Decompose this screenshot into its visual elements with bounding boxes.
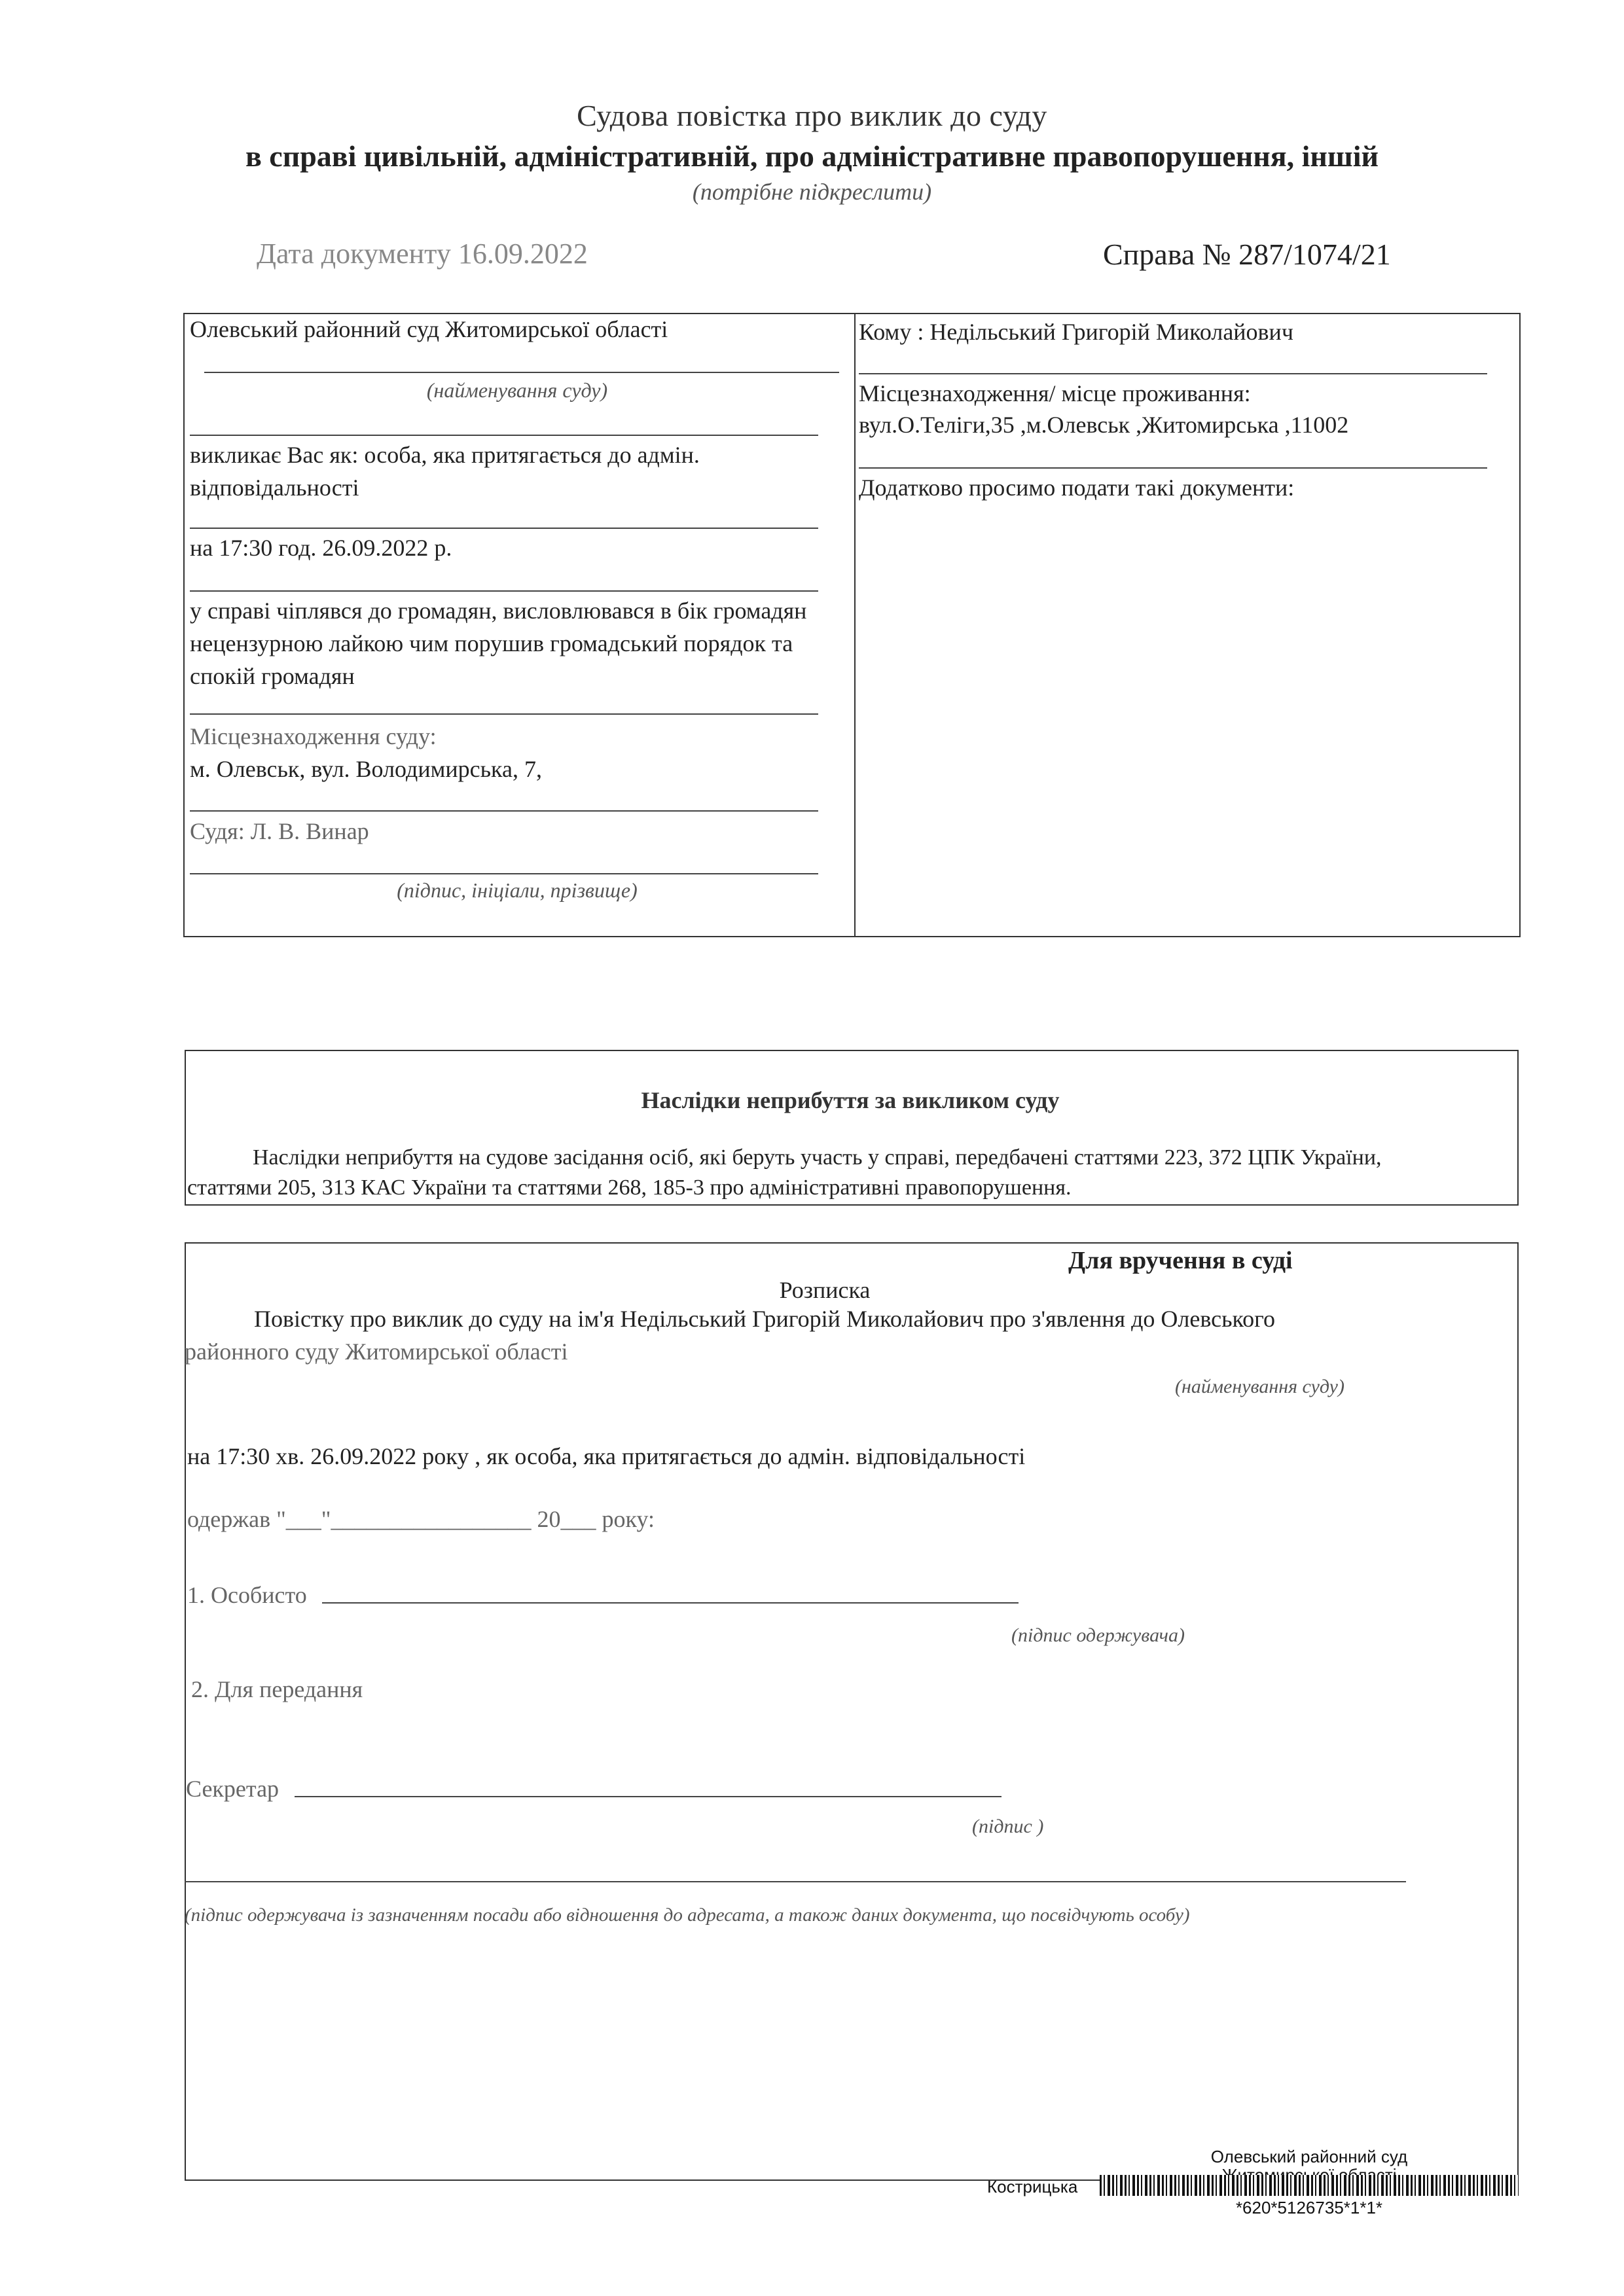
divider [185,1881,1406,1882]
secretary-label: Секретар [186,1776,280,1802]
court-name: Олевський районний суд Житомирської області [190,316,668,342]
divider [190,435,818,436]
recipient-signature-line[interactable] [322,1602,1019,1604]
received-date: одержав "___"_________________ 20___ року: [187,1506,655,1532]
documents-request: Додатково просимо подати такі документи: [859,475,1295,501]
divider [204,372,839,373]
secretary-signature-caption: (підпис ) [972,1816,1044,1837]
recipient-address: вул.О.Теліги,35 ,м.Олевськ ,Житомирська ,11002 [859,412,1349,438]
receipt-text-line2: районного суду Житомирської області [185,1338,568,1365]
judge-caption: (підпис, ініціали, прізвище) [397,878,638,902]
for-court-delivery: Для вручення в суді [1068,1247,1293,1274]
divider [859,467,1487,469]
summons-title: Судова повістка про виклик до суду [577,99,1047,132]
divider [859,373,1487,374]
for-transfer-label: 2. Для передання [191,1676,363,1702]
personally-label: 1. Особисто [187,1582,307,1608]
summons-as: викликає Вас як: особа, яка притягається до адмін. відповідальності [190,442,700,501]
consequences-heading: Наслідки неприбуття за викликом суду [641,1087,1060,1113]
secretary-signature-line[interactable] [295,1796,1001,1797]
recipient-location-label: Місцезнаходження/ місце проживання: [859,380,1251,406]
barcode-number: *620*5126735*1*1* [1235,2198,1383,2217]
divider [190,873,818,874]
divider [190,528,818,529]
receipt-text-line1: Повістку про виклик до суду на ім'я Недільський Григорій Миколайович про з'явлення до Олевського [254,1306,1276,1332]
receipt-title: Розписка [779,1277,871,1303]
barcode [1100,2175,1519,2196]
receipt-footnote: (підпис одержувача із зазначенням посади або відношення до адресата, а також даних документа, що посвідчують особу) [185,1905,1190,1926]
divider [190,713,818,715]
consequences-line2: статтями 205, 313 КАС України та статтями 268, 185-3 про адміністративні правопорушення. [187,1175,1072,1200]
court-name-caption: (найменування суду) [426,378,608,402]
divider [190,810,818,812]
court-location-label: Місцезнаходження суду: [190,723,437,749]
consequences-line1: Наслідки неприбуття на судове засідання осіб, які беруть участь у справі, передбачені статтями 223, 372 ЦПК України, [253,1145,1382,1170]
court-stamp-line1: Олевський районний суд [1210,2147,1408,2166]
summons-subtitle: в справі цивільній, адміністративній, про адміністративне правопорушення, іншій [245,139,1379,173]
divider [190,590,818,592]
case-matter: у справі чіплявся до громадян, висловлювався в бік громадян нецензурною лайкою чим порушив громадський порядок та спокій громадян [190,598,807,689]
recipient-signature-caption: (підпис одержувача) [1011,1624,1185,1646]
court-location: м. Олевськ, вул. Володимирська, 7, [190,756,542,782]
hearing-time: на 17:30 год. 26.09.2022 р. [190,535,452,561]
receipt-court-caption: (найменування суду) [1175,1376,1344,1397]
recipient-name: Кому : Недільський Григорій Миколайович [859,319,1293,345]
receipt-time-line: на 17:30 хв. 26.09.2022 року , як особа, яка притягається до адмін. відповідальності [187,1443,1026,1469]
clerk-name: Кострицька [987,2177,1078,2197]
case-number: Справа № 287/1074/21 [1103,238,1391,271]
document-date: Дата документу 16.09.2022 [257,238,588,270]
judge: Судя: Л. В. Винар [190,818,369,844]
title-note: (потрібне підкреслити) [692,179,932,205]
